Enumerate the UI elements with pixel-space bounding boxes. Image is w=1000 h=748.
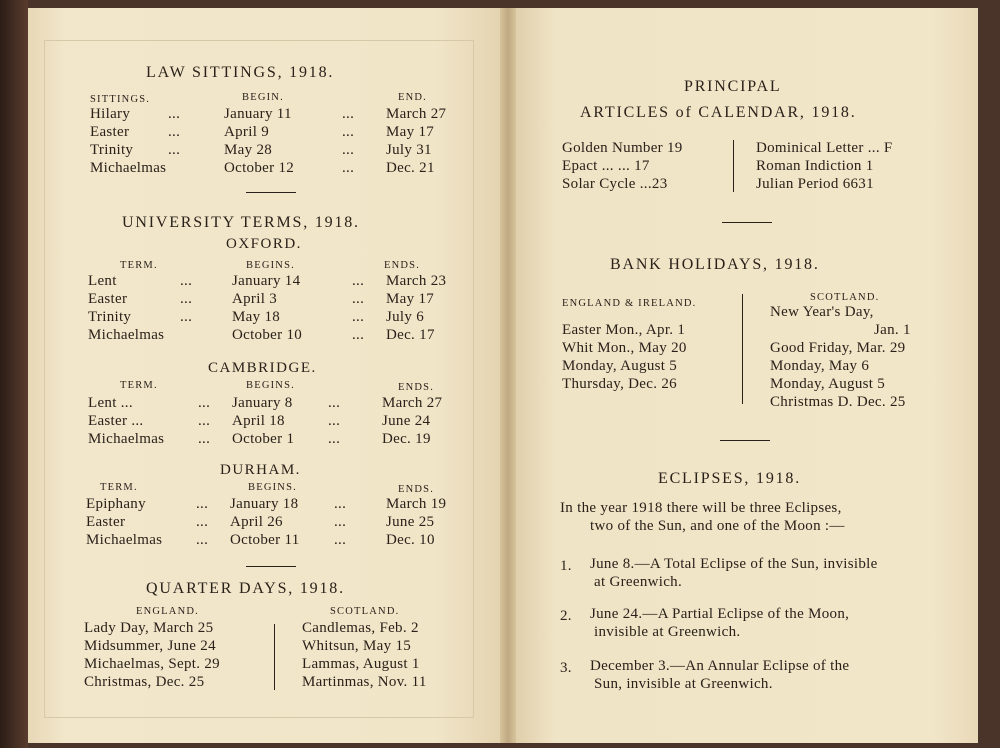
book-cover-edge bbox=[0, 0, 28, 748]
durham-row-name: Epiphany bbox=[86, 496, 146, 512]
principal-left-item: Solar Cycle ...23 bbox=[562, 176, 668, 192]
principal-column-divider bbox=[733, 140, 734, 192]
principal-right-item: Julian Period 6631 bbox=[756, 176, 874, 192]
section-divider bbox=[720, 440, 770, 441]
bank-scotland-item: Christmas D. Dec. 25 bbox=[770, 394, 906, 410]
durham-row-dots: ... bbox=[334, 514, 347, 530]
bank-scotland-item: Good Friday, Mar. 29 bbox=[770, 340, 906, 356]
oxford-title: OXFORD. bbox=[226, 236, 302, 252]
bank-scotland-label: SCOTLAND. bbox=[810, 292, 880, 303]
quarter-england-item: Christmas, Dec. 25 bbox=[84, 674, 205, 690]
law-row-name: Trinity bbox=[90, 142, 134, 158]
eclipses-intro: two of the Sun, and one of the Moon :— bbox=[590, 518, 845, 534]
quarter-england-item: Lady Day, March 25 bbox=[84, 620, 214, 636]
law-row-dots: ... bbox=[342, 160, 355, 176]
law-row-begin: January 11 bbox=[224, 106, 292, 122]
oxford-col-term: TERM. bbox=[120, 260, 158, 271]
law-row-end: July 31 bbox=[386, 142, 432, 158]
principal-subtitle: ARTICLES of CALENDAR, 1918. bbox=[580, 104, 857, 121]
cambridge-title: CAMBRIDGE. bbox=[208, 360, 317, 376]
eclipses-title: ECLIPSES, 1918. bbox=[658, 470, 802, 487]
oxford-row-begin: October 10 bbox=[232, 327, 303, 343]
cambridge-col-begins: BEGINS. bbox=[246, 380, 295, 391]
durham-row-dots: ... bbox=[334, 532, 347, 548]
quarter-column-divider bbox=[274, 624, 275, 690]
bank-scotland-item: Monday, August 5 bbox=[770, 376, 886, 392]
law-row-name: Hilary bbox=[90, 106, 131, 122]
cambridge-row-dots: ... bbox=[198, 431, 211, 447]
durham-row-name: Michaelmas bbox=[86, 532, 163, 548]
bank-scotland-item: Jan. 1 bbox=[874, 322, 911, 338]
durham-row-begin: April 26 bbox=[230, 514, 283, 530]
bank-england-item: Thursday, Dec. 26 bbox=[562, 376, 677, 392]
oxford-row-begin: January 14 bbox=[232, 273, 301, 289]
cambridge-row-name: Michaelmas bbox=[88, 431, 165, 447]
principal-right-item: Dominical Letter ... F bbox=[756, 140, 893, 156]
durham-row-dots: ... bbox=[334, 496, 347, 512]
cambridge-row-begin: April 18 bbox=[232, 413, 285, 429]
bank-england-label: ENGLAND & IRELAND. bbox=[562, 298, 697, 309]
law-row-end: March 27 bbox=[386, 106, 447, 122]
law-row-name: Michaelmas bbox=[90, 160, 167, 176]
law-row-dots: ... bbox=[168, 124, 181, 140]
oxford-row-name: Michaelmas bbox=[88, 327, 165, 343]
law-sittings-title: LAW SITTINGS, 1918. bbox=[146, 64, 335, 81]
oxford-row-begin: April 3 bbox=[232, 291, 278, 307]
law-row-dots: ... bbox=[168, 142, 181, 158]
principal-left-item: Golden Number 19 bbox=[562, 140, 683, 156]
eclipse-text: invisible at Greenwich. bbox=[594, 624, 741, 640]
cambridge-row-dots: ... bbox=[198, 413, 211, 429]
law-row-name: Easter bbox=[90, 124, 130, 140]
durham-row-end: June 25 bbox=[386, 514, 435, 530]
bank-scotland-item: New Year's Day, bbox=[770, 304, 874, 320]
principal-left-item: Epact ... ... 17 bbox=[562, 158, 650, 174]
durham-title: DURHAM. bbox=[220, 462, 301, 478]
law-col-end: END. bbox=[398, 92, 428, 103]
section-divider bbox=[246, 566, 296, 567]
section-divider bbox=[246, 192, 296, 193]
law-row-end: May 17 bbox=[386, 124, 435, 140]
law-row-dots: ... bbox=[342, 106, 355, 122]
durham-row-name: Easter bbox=[86, 514, 126, 530]
durham-row-dots: ... bbox=[196, 496, 209, 512]
oxford-row-end: July 6 bbox=[386, 309, 425, 325]
law-col-begin: BEGIN. bbox=[242, 92, 284, 103]
durham-col-begins: BEGINS. bbox=[248, 482, 297, 493]
eclipses-intro: In the year 1918 there will be three Eclipses, bbox=[560, 500, 842, 516]
oxford-col-begins: BEGINS. bbox=[246, 260, 295, 271]
cambridge-col-ends: ENDS. bbox=[398, 382, 435, 393]
bank-scotland-item: Monday, May 6 bbox=[770, 358, 870, 374]
quarter-england-item: Midsummer, June 24 bbox=[84, 638, 216, 654]
eclipse-number: 3. bbox=[560, 660, 572, 676]
durham-col-term: TERM. bbox=[100, 482, 138, 493]
durham-row-end: March 19 bbox=[386, 496, 447, 512]
durham-row-end: Dec. 10 bbox=[386, 532, 435, 548]
oxford-row-dots: ... bbox=[352, 327, 365, 343]
principal-title: PRINCIPAL bbox=[684, 78, 782, 95]
durham-row-dots: ... bbox=[196, 532, 209, 548]
cambridge-row-name: Easter ... bbox=[88, 413, 144, 429]
oxford-row-dots: ... bbox=[352, 309, 365, 325]
durham-row-dots: ... bbox=[196, 514, 209, 530]
eclipse-text: Sun, invisible at Greenwich. bbox=[594, 676, 773, 692]
section-divider bbox=[722, 222, 772, 223]
university-terms-title: UNIVERSITY TERMS, 1918. bbox=[122, 214, 360, 231]
eclipse-number: 1. bbox=[560, 558, 572, 574]
cambridge-row-begin: January 8 bbox=[232, 395, 293, 411]
law-row-begin: October 12 bbox=[224, 160, 295, 176]
cambridge-row-end: Dec. 19 bbox=[382, 431, 431, 447]
cambridge-row-dots: ... bbox=[328, 431, 341, 447]
bank-holidays-title: BANK HOLIDAYS, 1918. bbox=[610, 256, 820, 273]
cambridge-row-dots: ... bbox=[198, 395, 211, 411]
bank-england-item: Monday, August 5 bbox=[562, 358, 678, 374]
cambridge-row-dots: ... bbox=[328, 413, 341, 429]
oxford-row-name: Easter bbox=[88, 291, 128, 307]
durham-row-begin: October 11 bbox=[230, 532, 300, 548]
bank-column-divider bbox=[742, 294, 743, 404]
quarter-scotland-item: Martinmas, Nov. 11 bbox=[302, 674, 427, 690]
law-row-end: Dec. 21 bbox=[386, 160, 435, 176]
oxford-row-dots: ... bbox=[180, 291, 193, 307]
oxford-row-end: May 17 bbox=[386, 291, 435, 307]
law-row-begin: May 28 bbox=[224, 142, 273, 158]
cambridge-row-begin: October 1 bbox=[232, 431, 295, 447]
bank-england-item: Easter Mon., Apr. 1 bbox=[562, 322, 686, 338]
oxford-row-dots: ... bbox=[352, 273, 365, 289]
law-row-begin: April 9 bbox=[224, 124, 270, 140]
cambridge-row-name: Lent ... bbox=[88, 395, 133, 411]
quarter-scotland-label: SCOTLAND. bbox=[330, 606, 400, 617]
oxford-col-ends: ENDS. bbox=[384, 260, 421, 271]
durham-col-ends: ENDS. bbox=[398, 484, 435, 495]
eclipse-text: at Greenwich. bbox=[594, 574, 683, 590]
cambridge-row-end: June 24 bbox=[382, 413, 431, 429]
oxford-row-dots: ... bbox=[180, 273, 193, 289]
cambridge-row-end: March 27 bbox=[382, 395, 443, 411]
oxford-row-dots: ... bbox=[180, 309, 193, 325]
quarter-england-label: ENGLAND. bbox=[136, 606, 199, 617]
principal-right-item: Roman Indiction 1 bbox=[756, 158, 874, 174]
eclipse-text: December 3.—An Annular Eclipse of the bbox=[590, 658, 850, 674]
oxford-row-name: Trinity bbox=[88, 309, 132, 325]
cambridge-col-term: TERM. bbox=[120, 380, 158, 391]
quarter-scotland-item: Lammas, August 1 bbox=[302, 656, 420, 672]
quarter-days-title: QUARTER DAYS, 1918. bbox=[146, 580, 345, 597]
quarter-england-item: Michaelmas, Sept. 29 bbox=[84, 656, 220, 672]
law-row-dots: ... bbox=[168, 106, 181, 122]
book-gutter bbox=[500, 8, 516, 743]
oxford-row-end: March 23 bbox=[386, 273, 447, 289]
bank-england-item: Whit Mon., May 20 bbox=[562, 340, 687, 356]
oxford-row-end: Dec. 17 bbox=[386, 327, 435, 343]
eclipse-number: 2. bbox=[560, 608, 572, 624]
eclipse-text: June 24.—A Partial Eclipse of the Moon, bbox=[590, 606, 850, 622]
law-row-dots: ... bbox=[342, 142, 355, 158]
quarter-scotland-item: Whitsun, May 15 bbox=[302, 638, 412, 654]
oxford-row-name: Lent bbox=[88, 273, 117, 289]
oxford-row-dots: ... bbox=[352, 291, 365, 307]
law-col-sittings: SITTINGS. bbox=[90, 94, 151, 105]
oxford-row-begin: May 18 bbox=[232, 309, 281, 325]
cambridge-row-dots: ... bbox=[328, 395, 341, 411]
durham-row-begin: January 18 bbox=[230, 496, 299, 512]
quarter-scotland-item: Candlemas, Feb. 2 bbox=[302, 620, 419, 636]
law-row-dots: ... bbox=[342, 124, 355, 140]
eclipse-text: June 8.—A Total Eclipse of the Sun, invisible bbox=[590, 556, 878, 572]
